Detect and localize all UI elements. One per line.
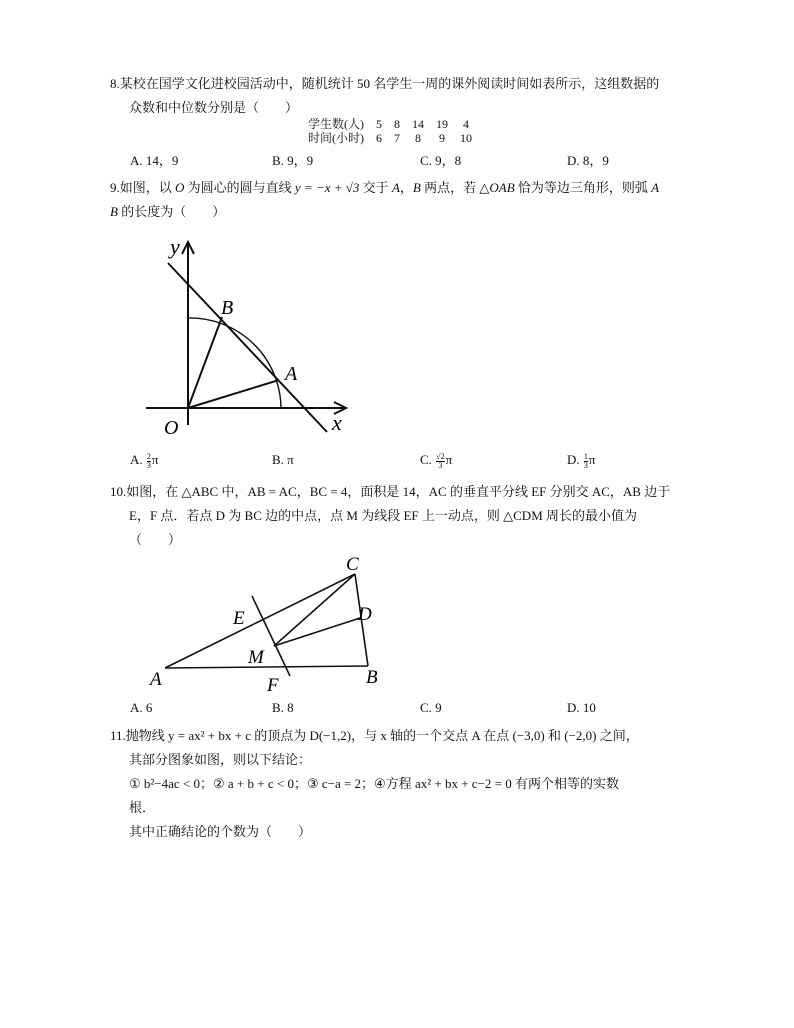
question-text-line4: 根． [129, 800, 156, 815]
question-number: 8. [110, 76, 120, 91]
table-cell: 6 [376, 131, 382, 145]
question-text: ， [399, 180, 413, 195]
question-text: 如图，在 △ABC 中，AB = AC，BC = 4，面积是 14，AC 的垂直平分线 EF 分别交 AC，AB 边于 [126, 484, 671, 499]
row-label: 学生数(人) [308, 117, 364, 131]
table-cell: 4 [463, 117, 469, 131]
label-d: D [358, 604, 372, 625]
question-11 [110, 724, 710, 844]
point-b: B [412, 180, 421, 195]
point-o: O [175, 180, 185, 195]
question-text: 的长度为（ ） [117, 204, 226, 219]
q9-options [130, 452, 690, 472]
label-y: y [170, 234, 180, 259]
table-cell: 10 [460, 131, 472, 145]
question-text: 两点，若 △ [420, 180, 490, 195]
question-text-line3: ① b²−4ac < 0；② a + b + c < 0；③ c−a = 2；④方程 ax² + bx + c−2 = 0 有两个相等的实数 [129, 776, 619, 791]
label-e: E [233, 608, 245, 629]
question-text: 某校在国学文化进校园活动中，随机统计 50 名学生一周的课外阅读时间如表所示，这组数据的 [119, 76, 660, 91]
question-10 [110, 480, 710, 552]
option-a[interactable]: A. 14，9 [130, 153, 179, 168]
table-cell: 8 [415, 131, 421, 145]
question-text-line2: 其部分图象如图，则以下结论： [129, 752, 312, 767]
row-label: 时间(小时) [308, 131, 364, 145]
q9-figure [140, 230, 360, 445]
option-b[interactable]: B. 9，9 [272, 153, 314, 168]
question-text: 如图，以 [119, 180, 176, 195]
option-c[interactable]: C. $\frac{√2}{3}$ π [420, 451, 453, 470]
label-b: B [366, 667, 378, 688]
question-8 [110, 72, 710, 120]
question-text-line2: E，F 点．若点 D 为 BC 边的中点，点 M 为线段 EF 上一动点，则 △CDM 周长的最小值为 [129, 508, 637, 523]
segment-oa [188, 380, 279, 408]
table-cell: 5 [376, 117, 382, 131]
question-text-line3: （ ） [129, 532, 182, 547]
segment-ab [165, 666, 368, 668]
point-a: A [391, 180, 400, 195]
question-number: 11. [110, 728, 126, 743]
label-c: C [346, 554, 359, 575]
table-cell: 8 [394, 117, 400, 131]
question-number: 9. [110, 180, 120, 195]
question-text: 抛物线 y = ax² + bx + c 的顶点为 D(−1,2)，与 x 轴的一个交点 A 在点 (−3,0) 和 (−2,0) 之间， [125, 728, 639, 743]
option-a[interactable]: A. 6 [130, 700, 153, 715]
label-x: x [332, 410, 342, 435]
question-9 [110, 176, 710, 224]
segment-ob [188, 317, 222, 408]
point-a: A [651, 180, 660, 195]
option-a[interactable]: A. $\frac{2}{3}$ π [130, 451, 159, 470]
option-d[interactable]: D. 8，9 [567, 153, 609, 168]
q10-figure [140, 548, 400, 698]
label-a: A [150, 669, 162, 690]
option-c[interactable]: C. 9，8 [420, 153, 462, 168]
label-o: O [164, 417, 179, 439]
question-text: 恰为等边三角形，则弧 [514, 180, 652, 195]
point-b: B [110, 204, 118, 219]
question-text-line2: 众数和中位数分别是（ ） [129, 100, 299, 115]
label-m: M [248, 647, 264, 668]
table-row [308, 131, 478, 145]
option-d[interactable]: D. $\frac{1}{3}$ π [567, 451, 596, 470]
table-row [308, 117, 478, 131]
label-f: F [267, 675, 279, 696]
option-b[interactable]: B. 8 [272, 700, 294, 715]
table-cell: 19 [436, 117, 448, 131]
question-number: 10. [110, 484, 127, 499]
table-cell: 9 [439, 131, 445, 145]
q8-options [130, 150, 690, 170]
table-cell: 14 [412, 117, 424, 131]
option-d[interactable]: D. 10 [567, 700, 596, 715]
segment-md [274, 618, 360, 646]
reading-time-table [308, 117, 478, 145]
segment-cm [274, 574, 355, 646]
question-text: 为圆心的圆与直线 [184, 180, 295, 195]
option-c[interactable]: C. 9 [420, 700, 442, 715]
label-a: A [285, 363, 298, 385]
triangle-oab: OAB [489, 180, 515, 195]
option-b[interactable]: B. π [272, 452, 294, 467]
question-text: 交于 [359, 180, 392, 195]
table-cell: 7 [394, 131, 400, 145]
label-b: B [221, 297, 234, 319]
line-equation: y = −x + √3 [294, 180, 360, 195]
question-text-line5: 其中正确结论的个数为（ ） [129, 824, 312, 839]
q10-options [130, 700, 690, 720]
